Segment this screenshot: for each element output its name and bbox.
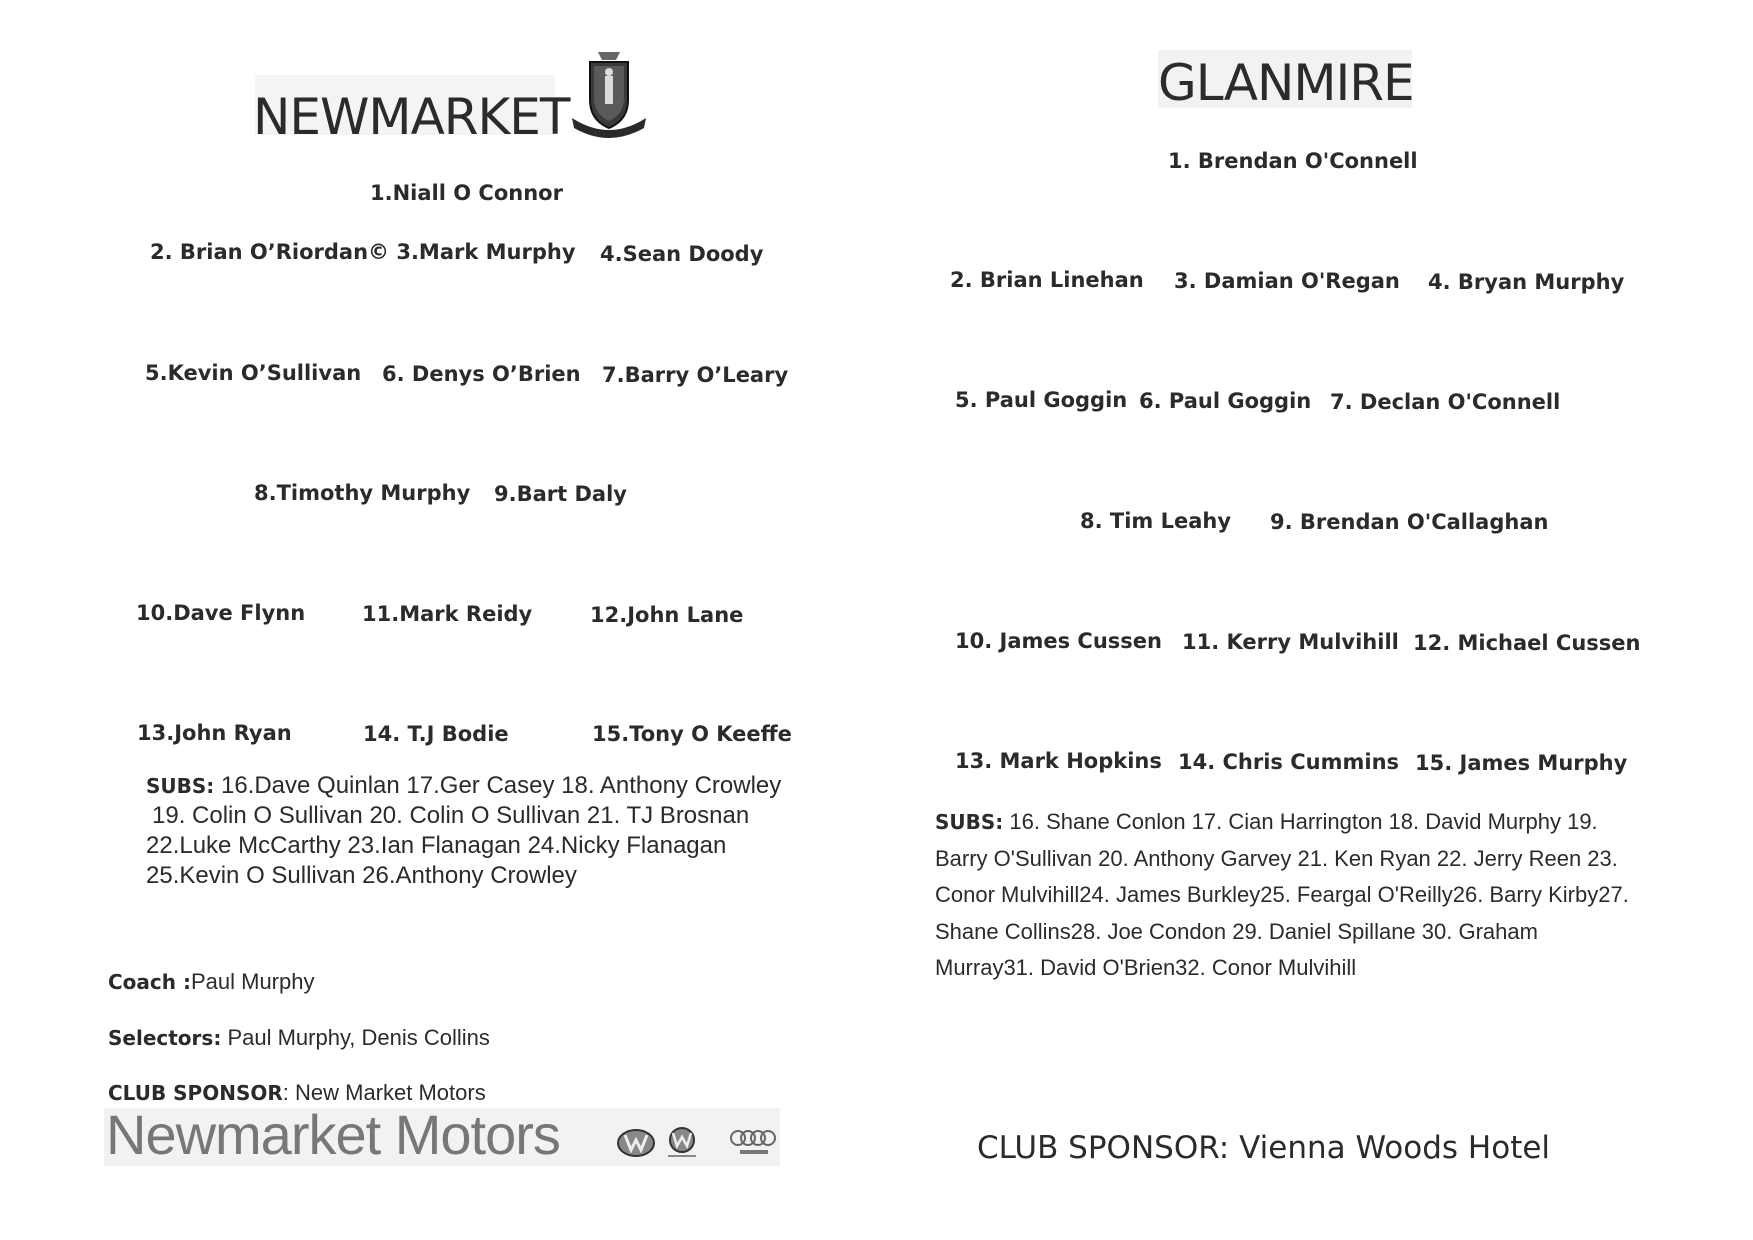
newmarket-player: 7.Barry O’Leary — [602, 363, 789, 387]
glanmire-player: 1. Brendan O'Connell — [1168, 149, 1418, 173]
vw-logo-icon — [616, 1128, 656, 1158]
newmarket-subs-line: 22.Luke McCarthy 23.Ian Flanagan 24.Nicky Flanagan — [146, 832, 727, 859]
glanmire-player: 9. Brendan O'Callaghan — [1270, 510, 1549, 534]
coach-name: Paul Murphy — [190, 969, 315, 994]
glanmire-player: 8. Tim Leahy — [1080, 509, 1232, 533]
newmarket-player: 14. T.J Bodie — [363, 722, 509, 746]
glanmire-player: 15. James Murphy — [1415, 751, 1628, 775]
glanmire-player: 2. Brian Linehan — [950, 268, 1144, 292]
newmarket-player: 11.Mark Reidy — [362, 602, 533, 626]
newmarket-crest-icon — [568, 48, 650, 138]
newmarket-player: 15.Tony O Keeffe — [592, 722, 792, 746]
newmarket-title: NEWMARKET — [253, 88, 570, 146]
glanmire-title: GLANMIRE — [1158, 54, 1414, 112]
coach-label: Coach : — [108, 970, 191, 994]
newmarket-player: 9.Bart Daly — [494, 482, 627, 506]
vw-commercial-logo-icon — [664, 1126, 700, 1160]
selectors-names: Paul Murphy, Denis Collins — [227, 1025, 490, 1050]
newmarket-player: 13.John Ryan — [137, 721, 292, 745]
newmarket-player: 10.Dave Flynn — [136, 601, 306, 625]
newmarket-subs-label: SUBS: — [146, 774, 215, 798]
newmarket-player: 5.Kevin O’Sullivan — [145, 361, 362, 385]
newmarket-subs-line: 25.Kevin O Sullivan 26.Anthony Crowley — [146, 862, 577, 889]
newmarket-player: 12.John Lane — [590, 603, 744, 627]
glanmire-subs-label: SUBS: — [935, 810, 1004, 834]
newmarket-selectors — [108, 1025, 490, 1051]
glanmire-subs-list: 16. Shane Conlon 17. Cian Harrington 18. David Murphy 19. Barry O'Sullivan 20. Anthony Garvey 21. Ken Ryan 22. Jerry Reen 23. Conor Mulvihill24. James Burkley25. Feargal O'Reilly26. Barry Kirby27. Shane Collins28. Joe Condon 29. Daniel Spillane 30. Graham Murray31. David O'Brien32. Conor Mulvihill — [935, 809, 1629, 980]
glanmire-subs — [935, 804, 1635, 987]
newmarket-subs — [146, 771, 786, 891]
glanmire-player: 4. Bryan Murphy — [1428, 270, 1625, 294]
glanmire-player: 7. Declan O'Connell — [1330, 390, 1561, 414]
glanmire-player: 12. Michael Cussen — [1413, 631, 1641, 655]
newmarket-player: 1.Niall O Connor — [370, 181, 563, 205]
audi-logo-icon — [726, 1128, 780, 1158]
selectors-label: Selectors: — [108, 1026, 222, 1050]
glanmire-player: 6. Paul Goggin — [1139, 389, 1312, 413]
sponsor-label: CLUB SPONSOR — [108, 1081, 283, 1105]
sponsor-logo: Newmarket Motors — [106, 1103, 560, 1166]
newmarket-player: 6. Denys O’Brien — [382, 362, 581, 386]
newmarket-player: 2. Brian O’Riordan© 3.Mark Murphy — [150, 240, 576, 264]
newmarket-player: 8.Timothy Murphy — [254, 481, 471, 505]
sponsor-name: : New Market Motors — [282, 1080, 486, 1105]
newmarket-subs-line: 19. Colin O Sullivan 20. Colin O Sullivan 21. TJ Brosnan — [152, 802, 750, 829]
glanmire-player: 13. Mark Hopkins — [955, 749, 1162, 773]
glanmire-player: 3. Damian O'Regan — [1174, 269, 1400, 293]
glanmire-player: 14. Chris Cummins — [1178, 750, 1400, 774]
glanmire-player: 5. Paul Goggin — [955, 388, 1128, 412]
newmarket-player: 4.Sean Doody — [600, 242, 764, 266]
newmarket-subs-line: SUBS: 16.Dave Quinlan 17.Ger Casey 18. Anthony Crowley — [146, 772, 782, 799]
newmarket-coach — [108, 969, 314, 995]
glanmire-sponsor: CLUB SPONSOR: Vienna Woods Hotel — [977, 1130, 1551, 1166]
glanmire-player: 10. James Cussen — [955, 629, 1162, 653]
glanmire-player: 11. Kerry Mulvihill — [1182, 630, 1399, 654]
